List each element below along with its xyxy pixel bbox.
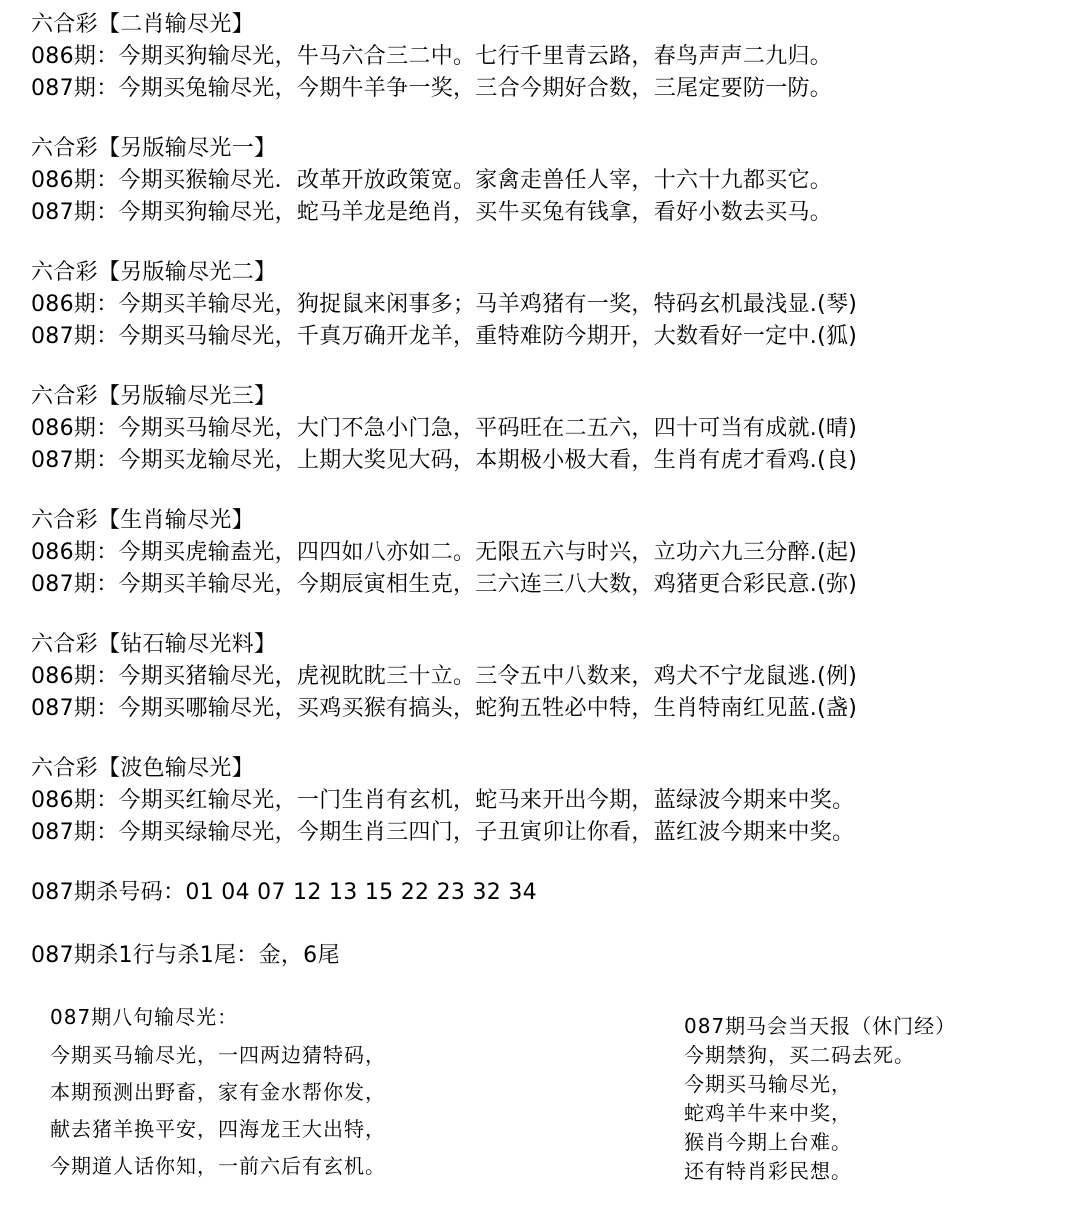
poem-right-line: 猴肖今期上台难。 bbox=[684, 1130, 852, 1154]
prediction-line: 087期：今期买哪输尽光，买鸡买猴有搞头，蛇狗五牲必中特，生肖特南红见蓝.(盏) bbox=[31, 696, 858, 721]
poem-left-line: 今期买马输尽光，一四两边猜特码， bbox=[50, 1043, 386, 1067]
section-title: 六合彩【另版输尽光一】 bbox=[31, 136, 277, 161]
kill-element-tail: 087期杀1行与杀1尾：金，6尾 bbox=[31, 943, 340, 968]
section-title: 六合彩【二肖输尽光】 bbox=[31, 12, 255, 37]
poem-right-title: 087期马会当天报（休门经） bbox=[684, 1014, 957, 1038]
poem-right-line: 蛇鸡羊牛来中奖， bbox=[684, 1101, 852, 1125]
section-title: 六合彩【另版输尽光三】 bbox=[31, 384, 277, 409]
prediction-line: 087期：今期买龙输尽光，上期大奖见大码，本期极小极大看，生肖有虎才看鸡.(良) bbox=[31, 448, 858, 473]
poem-left-line: 本期预测出野畜，家有金水帮你发， bbox=[50, 1080, 386, 1104]
section-title: 六合彩【钻石输尽光料】 bbox=[31, 632, 277, 657]
poem-left-title: 087期八句输尽光： bbox=[50, 1005, 239, 1029]
prediction-line: 086期：今期买羊输尽光，狗捉鼠来闲事多；马羊鸡猪有一奖，特码玄机最浅显.(琴) bbox=[31, 292, 858, 317]
poem-right-line: 今期禁狗，买二码去死。 bbox=[684, 1043, 915, 1067]
section-title: 六合彩【生肖输尽光】 bbox=[31, 508, 255, 533]
prediction-line: 087期：今期买羊输尽光，今期辰寅相生克，三六连三八大数，鸡猪更合彩民意.(弥) bbox=[31, 572, 858, 597]
kill-numbers: 087期杀号码：01 04 07 12 13 15 22 23 32 34 bbox=[31, 880, 537, 905]
prediction-line: 086期：今期买红输尽光，一门生肖有玄机，蛇马来开出今期，蓝绿波今期来中奖。 bbox=[31, 788, 855, 813]
section-title: 六合彩【另版输尽光二】 bbox=[31, 260, 277, 285]
prediction-line: 087期：今期买兔输尽光，今期牛羊争一奖，三合今期好合数，三尾定要防一防。 bbox=[31, 76, 833, 101]
prediction-line: 087期：今期买绿输尽光，今期生肖三四门，子丑寅卯让你看，蓝红波今期来中奖。 bbox=[31, 820, 855, 845]
prediction-line: 087期：今期买狗输尽光，蛇马羊龙是绝肖，买牛买兔有钱拿，看好小数去买马。 bbox=[31, 200, 833, 225]
poem-right-line: 还有特肖彩民想。 bbox=[684, 1159, 852, 1183]
prediction-line: 087期：今期买马输尽光，千真万确开龙羊，重特难防今期开，大数看好一定中.(狐) bbox=[31, 324, 858, 349]
prediction-line: 086期：今期买虎输盍光，四四如八亦如二。无限五六与时兴，立功六九三分醉.(起) bbox=[31, 540, 858, 565]
poem-right-line: 今期买马输尽光， bbox=[684, 1072, 852, 1096]
prediction-line: 086期：今期买猴输尽光．改革开放政策宽。家禽走兽任人宰，十六十九都买它。 bbox=[31, 168, 833, 193]
prediction-line: 086期：今期买狗输尽光，牛马六合三二中。七行千里青云路，春鸟声声二九归。 bbox=[31, 44, 833, 69]
prediction-line: 086期：今期买猪输尽光，虎视眈眈三十立。三令五中八数来，鸡犬不宁龙鼠逃.(例) bbox=[31, 664, 858, 689]
poem-left-line: 今期道人话你知，一前六后有玄机。 bbox=[50, 1154, 386, 1178]
prediction-line: 086期：今期买马输尽光，大门不急小门急，平码旺在二五六，四十可当有成就.(晴) bbox=[31, 416, 858, 441]
section-title: 六合彩【波色输尽光】 bbox=[31, 756, 255, 781]
poem-left-line: 献去猪羊换平安，四海龙王大出特， bbox=[50, 1117, 386, 1141]
